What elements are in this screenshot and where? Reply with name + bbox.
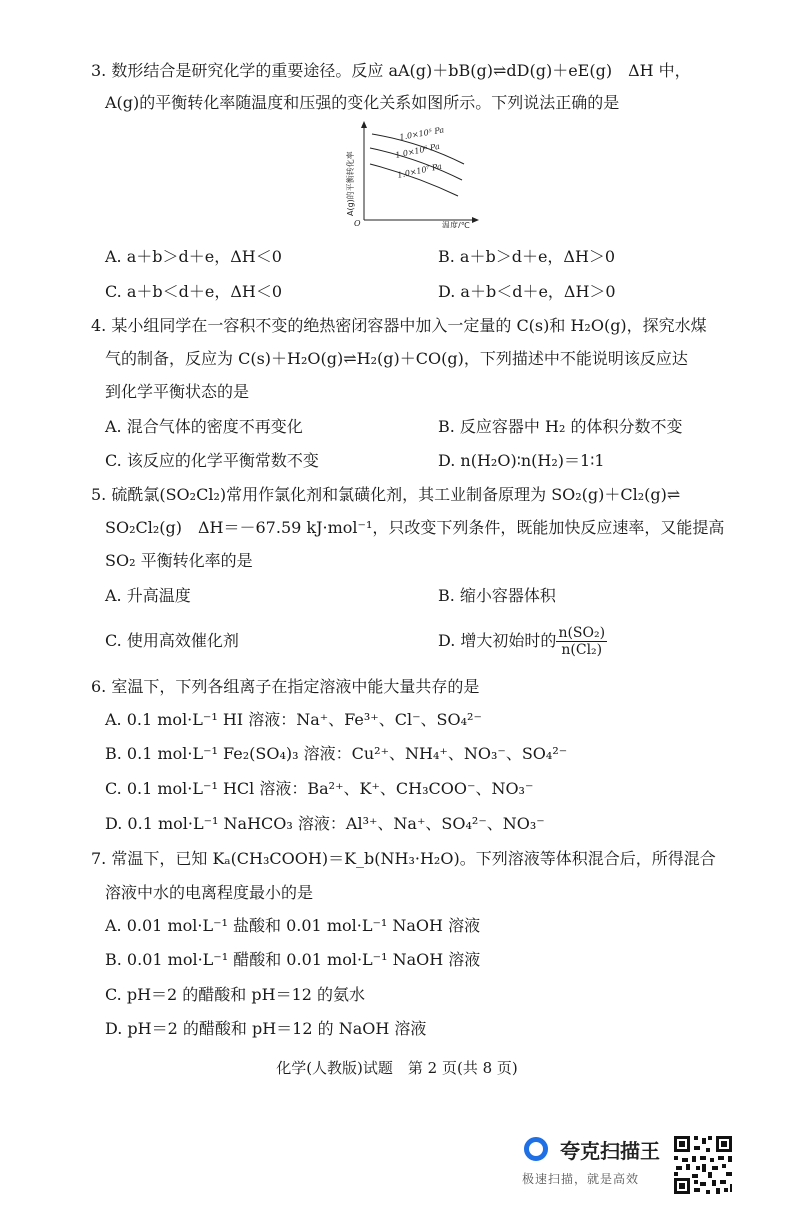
origin-label: O	[354, 219, 361, 228]
q5-option-d-numerator: n(SO₂)	[558, 625, 606, 641]
legend-series-1: 1.0×10⁵ Pa	[398, 125, 445, 142]
q5-option-b: B. 缩小容器体积	[438, 586, 556, 605]
q5-option-c: C. 使用高效催化剂	[105, 631, 239, 650]
x-axis-label: 温度/℃	[442, 221, 470, 228]
q4-line1: 4. 某小组同学在一容积不变的绝热密闭容器中加入一定量的 C(s)和 H₂O(g)，探究水煤	[91, 316, 707, 335]
q7-option-b: B. 0.01 mol·L⁻¹ 醋酸和 0.01 mol·L⁻¹ NaOH 溶液	[105, 950, 481, 969]
q4-option-b: B. 反应容器中 H₂ 的体积分数不变	[438, 417, 683, 436]
q7-option-d: D. pH＝2 的醋酸和 pH＝12 的 NaOH 溶液	[105, 1019, 427, 1038]
q4-option-d: D. n(H₂O)∶n(H₂)＝1∶1	[438, 451, 605, 470]
scanner-logo-icon	[524, 1137, 548, 1161]
page-footer: 化学(人教版)试题 第 2 页(共 8 页)	[276, 1059, 518, 1077]
x-axis-arrow	[472, 217, 479, 223]
conversion-chart	[340, 120, 480, 232]
legend-series-2: 1.0×10⁶ Pa	[394, 141, 441, 160]
q5-option-d-fraction	[556, 625, 607, 658]
scanner-logo-title: 夸克扫描王	[560, 1139, 660, 1163]
y-axis-arrow	[361, 121, 367, 128]
scanner-logo-subtitle: 极速扫描，就是高效	[522, 1172, 640, 1186]
q5-option-d-prefix: D. 增大初始时的	[438, 631, 557, 650]
q5-option-d	[438, 622, 607, 660]
q3-option-d: D. a＋b＜d＋e，ΔH＞0	[438, 282, 616, 301]
q5-option-d-denominator: n(Cl₂)	[561, 642, 603, 658]
q6-option-a: A. 0.1 mol·L⁻¹ HI 溶液：Na⁺、Fe³⁺、Cl⁻、SO₄²⁻	[105, 710, 482, 729]
q4-option-c: C. 该反应的化学平衡常数不变	[105, 451, 319, 470]
q7-line2: 溶液中水的电离程度最小的是	[105, 883, 314, 902]
q4-line2: 气的制备，反应为 C(s)＋H₂O(g)⇌H₂(g)＋CO(g)，下列描述中不能说明该反应达	[105, 349, 688, 368]
q7-option-c: C. pH＝2 的醋酸和 pH＝12 的氨水	[105, 985, 366, 1004]
q3-option-b: B. a＋b＞d＋e，ΔH＞0	[438, 247, 616, 266]
q5-line3: SO₂ 平衡转化率的是	[105, 551, 253, 570]
q7-option-a: A. 0.01 mol·L⁻¹ 盐酸和 0.01 mol·L⁻¹ NaOH 溶液	[105, 916, 481, 935]
qr-code-icon	[672, 1134, 734, 1196]
q5-option-a: A. 升高温度	[105, 586, 191, 605]
q6-option-d: D. 0.1 mol·L⁻¹ NaHCO₃ 溶液：Al³⁺、Na⁺、SO₄²⁻、NO₃⁻	[105, 814, 545, 833]
q3-option-a: A. a＋b＞d＋e，ΔH＜0	[105, 247, 282, 266]
legend-series-3: 1.0×10⁷ Pa	[396, 161, 443, 180]
q6-option-c: C. 0.1 mol·L⁻¹ HCl 溶液：Ba²⁺、K⁺、CH₃COO⁻、NO₃⁻	[105, 779, 534, 798]
q7-line1: 7. 常温下，已知 Kₐ(CH₃COOH)＝K_b(NH₃·H₂O)。下列溶液等体积混合后，所得混合	[91, 849, 716, 868]
q6-option-b: B. 0.1 mol·L⁻¹ Fe₂(SO₄)₃ 溶液：Cu²⁺、NH₄⁺、NO₃⁻、SO₄²⁻	[105, 744, 568, 763]
q3-line2: A(g)的平衡转化率随温度和压强的变化关系如图所示。下列说法正确的是	[105, 93, 620, 112]
q3-line1: 3. 数形结合是研究化学的重要途径。反应 aA(g)＋bB(g)⇌dD(g)＋eE(g) ΔH 中，	[91, 61, 691, 80]
q5-line2: SO₂Cl₂(g) ΔH＝－67.59 kJ·mol⁻¹，只改变下列条件，既能加快反应速率，又能提高	[105, 518, 725, 537]
q3-option-c: C. a＋b＜d＋e，ΔH＜0	[105, 282, 283, 301]
q6-line1: 6. 室温下，下列各组离子在指定溶液中能大量共存的是	[91, 677, 480, 696]
q5-line1: 5. 硫酰氯(SO₂Cl₂)常用作氯化剂和氯磺化剂，其工业制备原理为 SO₂(g)＋Cl₂(g)⇌	[91, 485, 681, 504]
scanner-watermark	[520, 1133, 670, 1193]
q4-line3: 到化学平衡状态的是	[105, 382, 250, 401]
q4-option-a: A. 混合气体的密度不再变化	[105, 417, 303, 436]
y-axis-label: A(g)的平衡转化率	[346, 151, 355, 216]
